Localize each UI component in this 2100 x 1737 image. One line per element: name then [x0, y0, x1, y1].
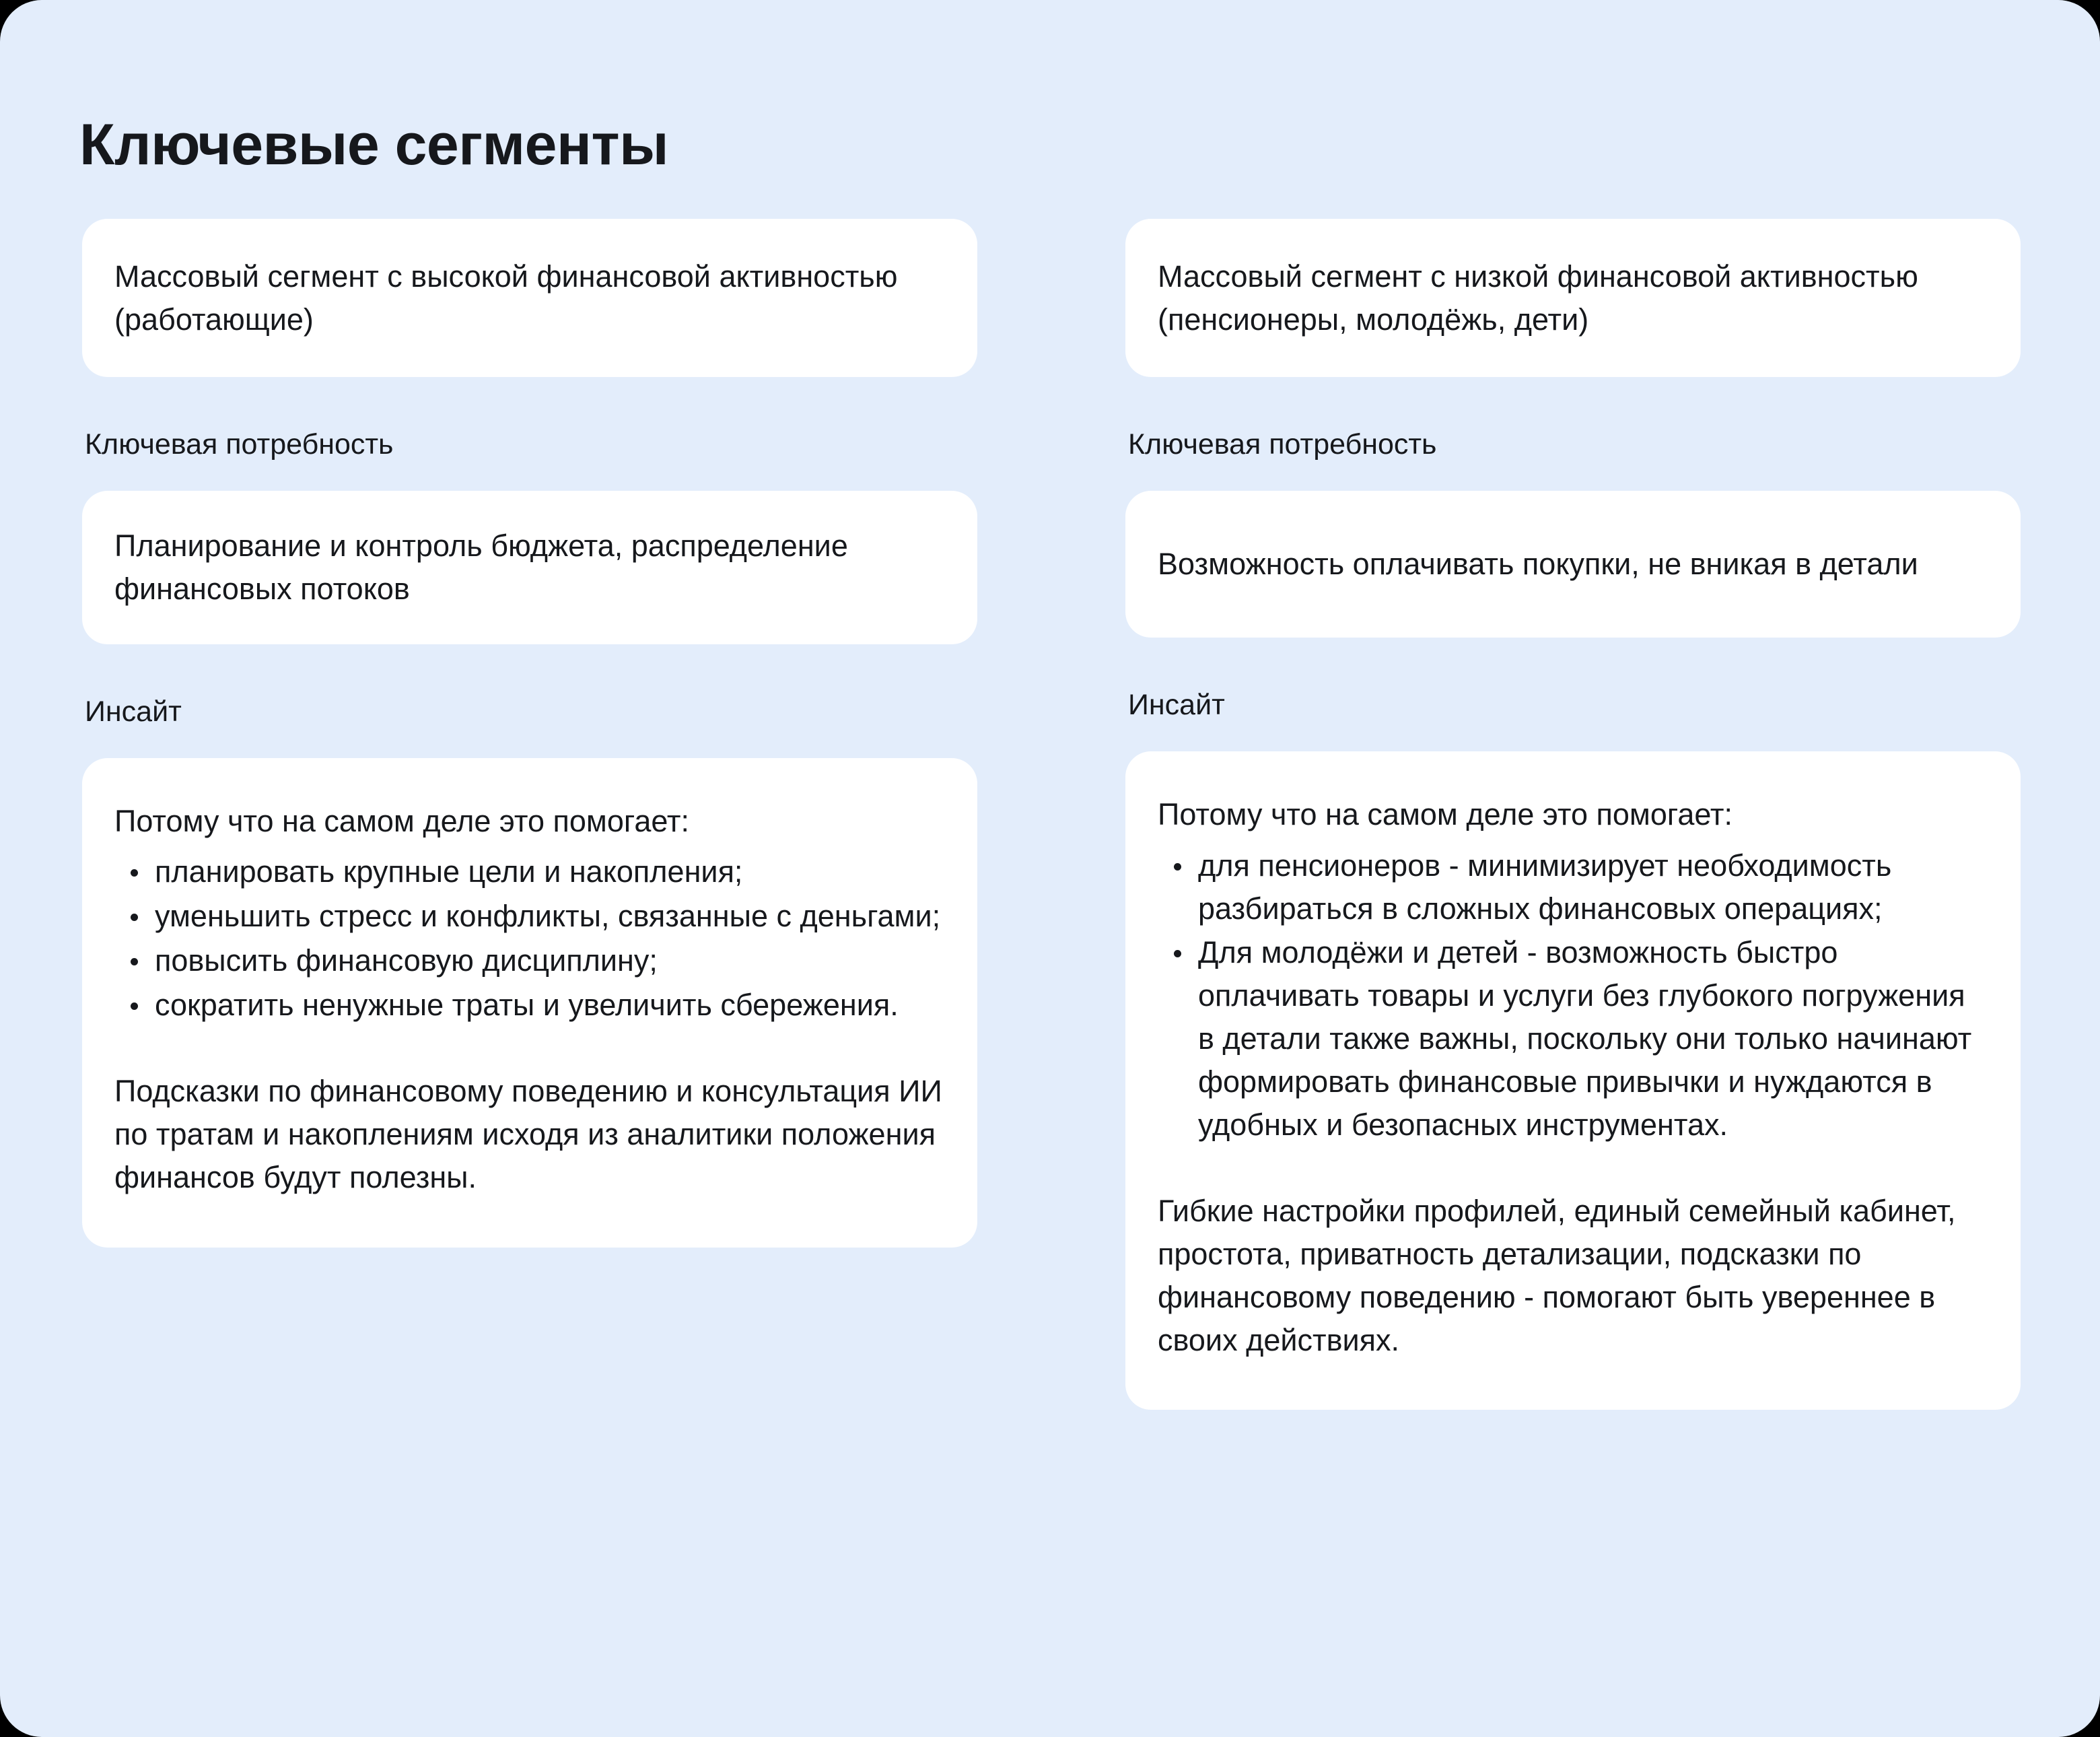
list-item: для пенсионеров - минимизирует необходимость разбираться в сложных финансовых операциях; [1197, 844, 1986, 930]
insight-card-left [82, 758, 977, 1248]
segment-column-left [82, 219, 977, 1248]
page-title: Ключевые сегменты [79, 112, 669, 177]
insight-outro-text: Гибкие настройки профилей, единый семейный кабинет, простота, приватность детализации, подсказки по финансовому поведению - помогают быть увереннее в своих действиях. [1158, 1193, 1956, 1357]
need-text: Планирование и контроль бюджета, распределение финансовых потоков [114, 528, 848, 606]
insight-outro-text: Подсказки по финансовому поведению и консультация ИИ по тратам и накоплениям исходя из аналитики положения финансов будут полезны. [114, 1074, 942, 1194]
need-label-right: Ключевая потребность [1128, 428, 1437, 461]
insight-lead-text: Потому что на самом деле это помогает: [1158, 796, 1733, 831]
segment-title-card-right [1125, 219, 2021, 377]
segments-columns [0, 219, 2100, 1410]
insight-label-left: Инсайт [85, 695, 182, 728]
need-card-left [82, 491, 977, 644]
need-text: Возможность оплачивать покупки, не вникая в детали [1158, 546, 1918, 581]
list-item: планировать крупные цели и накопления; [153, 850, 942, 893]
list-item: повысить финансовую дисциплину; [153, 939, 942, 982]
list-item: уменьшить стресс и конфликты, связанные с деньгами; [153, 895, 942, 938]
segment-column-right [1125, 219, 2021, 1410]
list-item: сократить ненужные траты и увеличить сбережения. [153, 984, 942, 1027]
segment-title-card-left [82, 219, 977, 377]
insight-list-right [1158, 844, 1986, 1147]
insight-lead-text: Потому что на самом деле это помогает: [114, 803, 689, 838]
segment-title-text: Массовый сегмент с низкой финансовой активностью (пенсионеры, молодёжь, дети) [1158, 259, 1918, 337]
need-label-left: Ключевая потребность [85, 428, 394, 461]
insight-list-left [114, 850, 942, 1027]
need-card-right [1125, 491, 2021, 638]
insight-card-right [1125, 751, 2021, 1410]
list-item: Для молодёжи и детей - возможность быстро оплачивать товары и услуги без глубокого погружения в детали также важны, поскольку они только начинают формировать финансовые привычки и нуждаются в удобных и безопасных инструментах. [1197, 931, 1986, 1146]
segment-title-text: Массовый сегмент с высокой финансовой активностью (работающие) [114, 259, 898, 337]
insight-label-right: Инсайт [1128, 688, 1225, 721]
